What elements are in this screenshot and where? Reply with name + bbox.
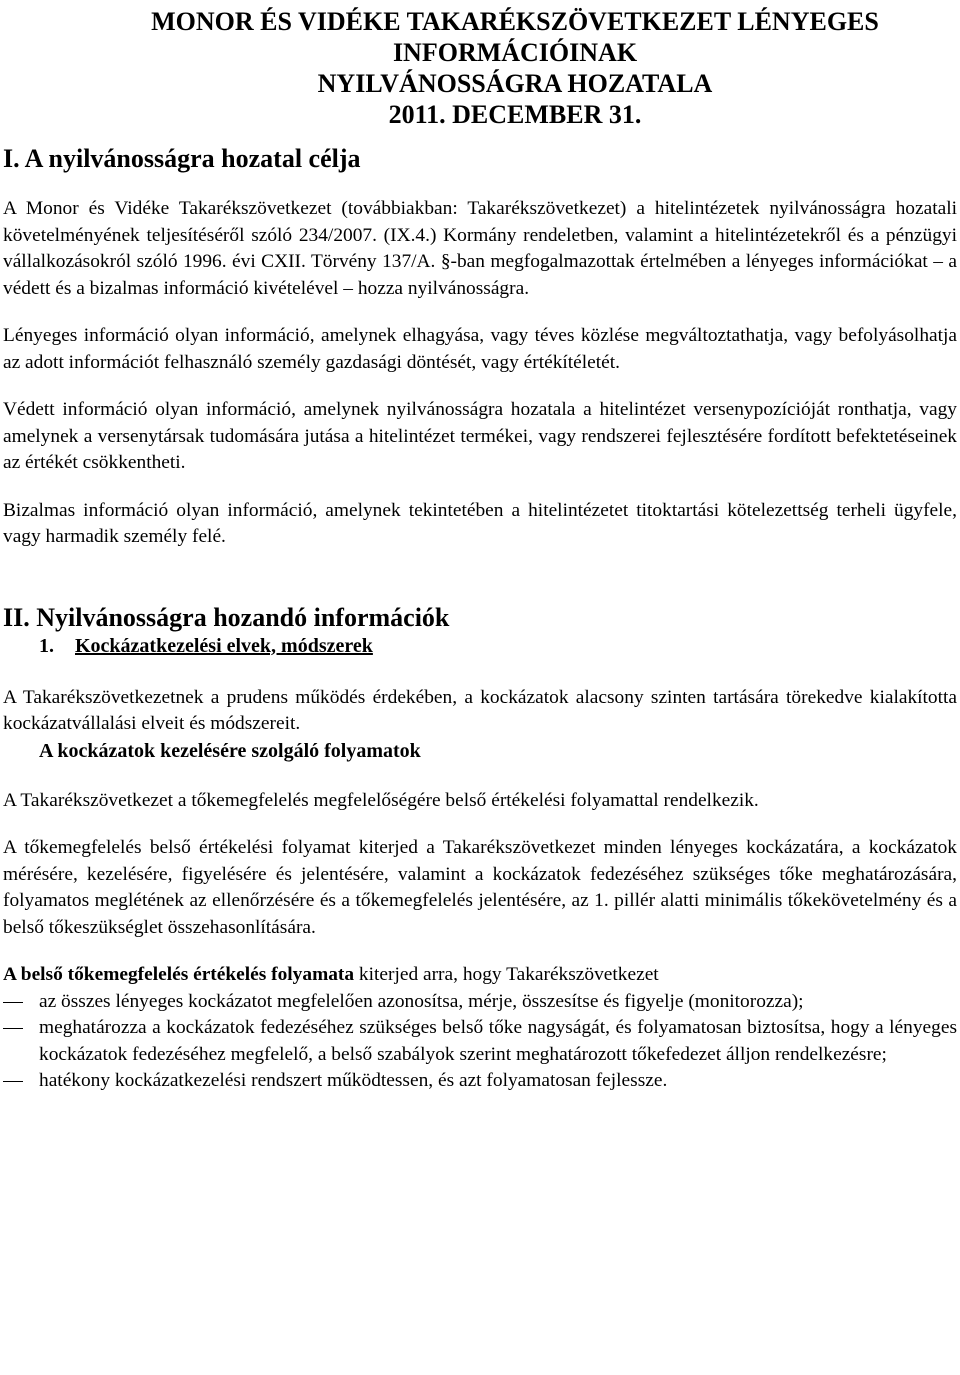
section-2-heading: II. Nyilvánosságra hozandó információk xyxy=(3,602,450,632)
risk-process-heading: A kockázatok kezelésére szolgáló folyamatok xyxy=(39,739,421,762)
list-item xyxy=(3,989,957,1016)
dash-bullet-icon xyxy=(3,1028,23,1029)
title-line-3: NYILVÁNOSSÁGRA HOZATALA xyxy=(317,69,713,98)
title-line-2: INFORMÁCIÓINAK xyxy=(392,38,638,67)
process-intro-rest: kiterjed arra, hogy Takarékszövetkezet xyxy=(354,964,659,985)
title-line-4: 2011. DECEMBER 31. xyxy=(388,100,642,129)
process-intro xyxy=(3,962,957,989)
subsection-title: Kockázatkezelési elvek, módszerek xyxy=(75,634,373,657)
risk-paragraph-2: A tőkemegfelelés belső értékelési folyamat kiterjed a Takarékszövetkezet minden lényeges kockázatára, a kockázatok mérésére, kezelésére, figyelésére és jelentésére, valamint a kockázatok fedezéséhez szükséges tőke meghatározására, folyamatos meglétének az ellenőrzésére és a tőkemegfelelés jelentésére, az 1. pillér alatti minimális tőkekövetelmény és a belső tőkeszükséglet összehasonlítására. xyxy=(3,837,957,938)
dash-bullet-icon xyxy=(3,1002,23,1003)
section-1-paragraph-purpose: A Monor és Vidéke Takarékszövetkezet (továbbiakban: Takarékszövetkezet) a hitelintézetek nyilvánosságra hozatali követelményének teljesítéséről szóló 234/2007. (IX.4.) Kormány rendeletben, valamint a hitelintézetekről és a pénzügyi vállalkozásokról szóló 1996. évi CXII. Törvény 137/A. §-ban megfogalmazottak értelmében a lényeges információkat – a védett és a bizalmas információ kivételével – hozza nyilvánosságra. xyxy=(3,198,957,299)
list-item-text: hatékony kockázatkezelési rendszert működtessen, és azt folyamatosan fejlessze. xyxy=(39,1070,668,1091)
dash-bullet-icon xyxy=(3,1081,23,1082)
process-list xyxy=(3,989,957,1095)
risk-paragraph-1: A Takarékszövetkezet a tőkemegfelelés megfelelőségére belső értékelési folyamattal rendelkezik. xyxy=(3,789,759,811)
list-item xyxy=(3,1015,957,1068)
document-page xyxy=(3,0,957,1095)
subsection-intro: A Takarékszövetkezetnek a prudens működés érdekében, a kockázatok alacsony szinten tartására törekedve kialakította kockázatvállalási elveit és módszereit. xyxy=(3,686,957,734)
list-item-text: az összes lényeges kockázatot megfelelően azonosítsa, mérje, összesítse és figyelje (monitorozza); xyxy=(39,990,804,1012)
title-line-1: MONOR ÉS VIDÉKE TAKARÉKSZÖVETKEZET LÉNYEGES xyxy=(151,7,879,36)
process-intro-bold: A belső tőkemegfelelés értékelés folyamata xyxy=(3,964,355,985)
subsection-1-heading xyxy=(3,633,957,659)
section-1-paragraph-protected-info: Védett információ olyan információ, amelynek nyilvánosságra hozatala a hitelintézet versenypozícióját ronthatja, vagy amelynek a versenytársak tudomására jutása a hitelintézet termékei, vagy rendszerei fejlesztésére fordított befektetéseinek az értékét csökkentheti. xyxy=(3,399,957,473)
section-1-paragraph-material-info: Lényeges információ olyan információ, amelynek elhagyása, vagy téves közlése megváltoztathatja, vagy befolyásolhatja az adott információt felhasználó személy gazdasági döntését, vagy értékítéletét. xyxy=(3,325,957,373)
subsection-number: 1. xyxy=(39,634,54,657)
section-1-heading: I. A nyilvánosságra hozatal célja xyxy=(3,144,361,173)
list-item-text: meghatározza a kockázatok fedezéséhez szükséges belső tőke nagyságát, és folyamatosan biztosítsa, hogy a lényeges kockázatok fedezéséhez megfelelő, a belső szabályok szerint meghatározott tőkefedezet álljon rendelkezésre; xyxy=(39,1017,957,1065)
document-title xyxy=(3,6,957,130)
list-item xyxy=(3,1068,957,1095)
section-1-paragraph-confidential-info: Bizalmas információ olyan információ, amelynek tekintetében a hitelintézetet titoktartási kötelezettség terheli ügyfele, vagy harmadik személy felé. xyxy=(3,499,957,547)
